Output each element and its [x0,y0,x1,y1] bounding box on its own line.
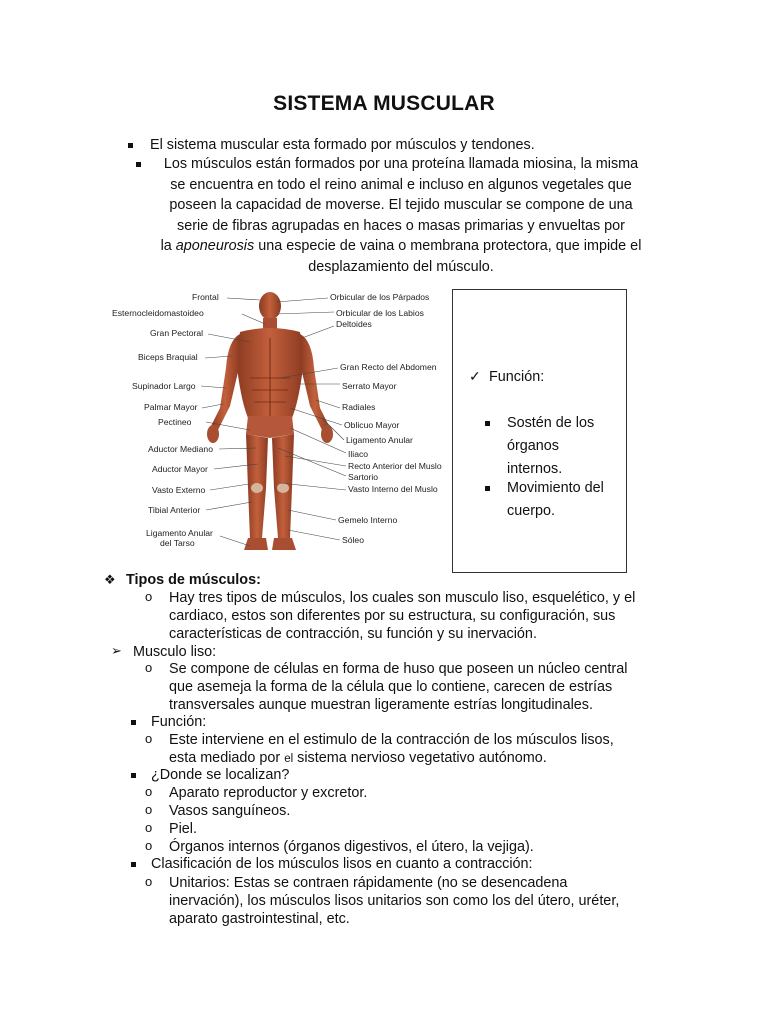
figure-label: Oblicuo Mayor [344,420,400,430]
intro-line: serie de fibras agrupadas en haces o masas primarias y envueltas por [177,217,625,234]
paragraph-line: Se compone de células en forma de huso que poseen un núcleo central [169,661,628,677]
intro-line: se encuentra en todo el reino animal e incluso en algunos vegetales que [170,176,632,193]
muscular-system-figure [110,288,450,558]
paragraph-line: Hay tres tipos de músculos, los cuales son musculo liso, esquelético, y el [169,590,636,606]
circle-bullet-icon: o [145,802,153,817]
function-box-heading: Función: [489,369,545,385]
figure-label: Biceps Braquial [138,352,198,362]
figure-label: Orbicular de los Párpados [330,292,430,302]
figure-label: Ligamento Anular [146,528,213,538]
intro-line-prefix: la [160,238,176,254]
figure-label: Aductor Mediano [148,444,213,454]
intro-bullet-1-text: El sistema muscular esta formado por músculos y tendones. [150,137,535,153]
aponeurosis-term: aponeurosis [175,238,255,254]
figure-label: Pectineo [158,417,192,427]
function-box-line: Movimiento del [507,480,604,496]
figure-label: Deltoides [336,319,372,329]
square-bullet-icon [131,862,136,867]
figure-label: Ligamento Anular [346,435,413,445]
circle-bullet-icon: o [145,589,153,604]
intro-line [136,236,666,257]
figure-label: Vasto Externo [152,485,206,495]
circle-bullet-icon: o [145,820,153,835]
figure-label: Vasto Interno del Muslo [348,484,438,494]
circle-bullet-icon: o [145,660,153,675]
tipos-heading-text: Tipos de músculos: [126,572,261,588]
figure-label: del Tarso [160,538,195,548]
figure-label: Orbicular de los Labios [336,308,424,318]
paragraph-line: Unitarios: Estas se contraen rápidamente (no se desencadena [169,875,568,891]
text-run: sistema nervioso vegetativo autónomo. [293,750,547,766]
figure-label: Aductor Mayor [152,464,208,474]
list-item: Órganos internos (órganos digestivos, el útero, la vejiga). [169,839,534,855]
figure-label: Radiales [342,402,376,412]
intro-line: poseen la capacidad de moverse. El tejido muscular se compone de una [169,197,633,213]
paragraph-line: transversales aunque muestran ligeramente estrías longitudinales. [169,697,593,713]
paragraph-line: Este interviene en el estimulo de la contracción de los músculos lisos, [169,732,614,748]
diamond-bullet-icon: ❖ [104,572,116,587]
circle-bullet-icon: o [145,731,153,746]
text-run: esta mediado por [169,750,285,766]
figure-label: Gran Pectoral [150,328,204,338]
figure-label: Frontal [192,292,219,302]
arrow-bullet-icon: ➢ [111,643,122,658]
circle-bullet-icon: o [145,784,153,799]
figure-label: Gemelo Interno [338,515,398,525]
function-box-line: internos. [507,461,563,477]
paragraph-line: inervación), los músculos lisos unitarios son como los del útero, uréter, [169,893,620,909]
square-bullet-icon [131,773,136,778]
function-box-line: Sostén de los [507,415,595,431]
circle-bullet-icon: o [145,838,153,853]
list-item: Aparato reproductor y excretor. [169,785,368,801]
figure-label: Esternocleidomastoideo [112,308,204,318]
donde-heading: ¿Donde se localizan? [151,767,290,783]
figure-label: Tibial Anterior [148,505,201,515]
square-bullet-icon [485,486,490,491]
intro-line: Los músculos están formados por una proteína llamada miosina, la misma [163,156,639,172]
figure-label: Sóleo [342,535,364,545]
figure-label: Gran Recto del Abdomen [340,362,437,372]
figure-label: Supinador Largo [132,381,196,391]
figure-label: Sartorio [348,472,379,482]
musculo-liso-heading: Musculo liso: [133,644,217,660]
square-bullet-icon [485,421,490,426]
checkmark-icon: ✓ [469,368,481,384]
clasificacion-heading: Clasificación de los músculos lisos en cuanto a contracción: [151,856,533,872]
intro-line: desplazamiento del músculo. [308,258,494,275]
square-bullet-icon [128,143,133,148]
function-box-line: cuerpo. [507,503,555,519]
page-title: SISTEMA MUSCULAR [273,92,495,115]
paragraph-line: características de contracción, su función y su inervación. [169,626,537,642]
figure-label: Recto Anterior del Muslo [348,461,442,471]
text-run: el [284,753,294,765]
circle-bullet-icon: o [145,874,153,889]
paragraph-line: que asemeja la forma de la célula que lo contiene, carecen de estrías [169,679,613,695]
function-box [452,289,627,573]
funcion-heading: Función: [151,714,207,730]
function-box-line: órganos [507,438,560,454]
list-item: Piel. [169,821,197,837]
intro-line-suffix: una especie de vaina o membrana protectora, que impide el [254,238,642,254]
list-item: Vasos sanguíneos. [169,803,291,819]
square-bullet-icon [131,720,136,725]
tipos-heading [126,571,261,589]
figure-label: Serrato Mayor [342,381,397,391]
paragraph-line: cardiaco, estos son diferentes por su estructura, su configuración, sus [169,608,616,624]
paragraph-line: aparato gastrointestinal, etc. [169,911,350,927]
figure-label: Palmar Mayor [144,402,198,412]
figure-label: Iliaco [348,449,369,459]
